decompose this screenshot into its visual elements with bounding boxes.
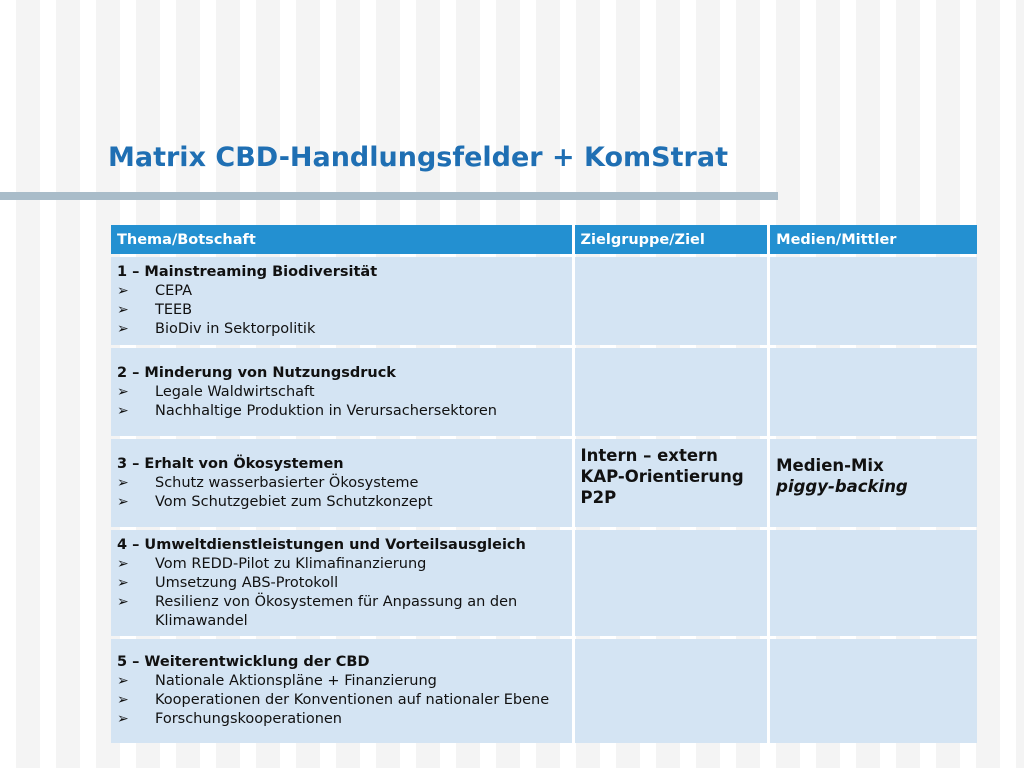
header-medien: Medien/Mittler	[770, 225, 977, 254]
table-header-row	[111, 225, 977, 254]
title-underline	[0, 192, 778, 200]
list-item: ➢ CEPA	[117, 283, 193, 299]
table-row	[111, 348, 977, 436]
bullet-list	[117, 474, 566, 512]
cell-zielgruppe	[575, 530, 768, 636]
cell-zielgruppe	[575, 257, 768, 345]
arrow-bullet-icon: ➢	[117, 692, 129, 708]
list-item: ➢ Vom Schutzgebiet zum Schutzkonzept	[117, 493, 433, 510]
row-title: 1 – Mainstreaming Biodiversität	[117, 264, 378, 280]
cell-thema	[111, 530, 572, 636]
list-item: ➢ BioDiv in Sektorpolitik	[117, 321, 316, 337]
medien-line-italic: piggy-backing	[776, 477, 908, 496]
cell-thema	[111, 639, 572, 743]
arrow-bullet-icon: ➢	[117, 321, 129, 337]
header-thema: Thema/Botschaft	[111, 225, 572, 254]
list-item: ➢ Nachhaltige Produktion in Verursachersektoren	[117, 402, 497, 419]
cell-zielgruppe	[575, 348, 768, 436]
table-row	[111, 639, 977, 743]
medien-line: Medien-Mix	[776, 456, 884, 475]
arrow-bullet-icon: ➢	[117, 302, 129, 318]
zielgruppe-line: KAP-Orientierung	[580, 467, 744, 486]
cell-medien	[770, 348, 977, 436]
list-item: ➢ Schutz wasserbasierter Ökosysteme	[117, 474, 419, 491]
zielgruppe-line: Intern – extern	[580, 446, 718, 465]
arrow-bullet-icon: ➢	[117, 711, 129, 727]
list-item: ➢ Kooperationen der Konventionen auf nationaler Ebene	[117, 692, 550, 708]
cell-thema	[111, 257, 572, 345]
arrow-bullet-icon: ➢	[117, 283, 129, 299]
table-row	[111, 530, 977, 636]
list-item: ➢ Nationale Aktionspläne + Finanzierung	[117, 673, 437, 689]
list-item: ➢ Legale Waldwirtschaft	[117, 383, 315, 400]
arrow-bullet-icon: ➢	[117, 402, 129, 419]
arrow-bullet-icon: ➢	[117, 474, 129, 491]
arrow-bullet-icon: ➢	[117, 593, 129, 610]
list-item: ➢ TEEB	[117, 302, 193, 318]
arrow-bullet-icon: ➢	[117, 574, 129, 591]
cell-medien	[770, 439, 977, 527]
bullet-list	[117, 555, 566, 631]
bullet-list	[117, 282, 566, 339]
cell-zielgruppe	[575, 439, 768, 527]
cell-zielgruppe	[575, 639, 768, 743]
cell-thema	[111, 439, 572, 527]
matrix-table	[108, 222, 980, 746]
bullet-list	[117, 672, 566, 729]
row-title: 3 – Erhalt von Ökosystemen	[117, 455, 344, 472]
cell-medien	[770, 257, 977, 345]
bullet-list	[117, 383, 566, 421]
list-item: ➢ Forschungskooperationen	[117, 711, 342, 727]
slide-title: Matrix CBD-Handlungsfelder + KomStrat	[108, 142, 728, 173]
table-row	[111, 257, 977, 345]
table-row	[111, 439, 977, 527]
arrow-bullet-icon: ➢	[117, 673, 129, 689]
zielgruppe-line: P2P	[580, 488, 617, 507]
cell-thema	[111, 348, 572, 436]
cell-medien	[770, 530, 977, 636]
list-item: ➢ Resilienz von Ökosystemen für Anpassung an den Klimawandel	[117, 593, 518, 629]
row-title: 4 – Umweltdienstleistungen und Vorteilsausgleich	[117, 536, 526, 553]
arrow-bullet-icon: ➢	[117, 493, 129, 510]
row-title: 2 – Minderung von Nutzungsdruck	[117, 364, 396, 381]
list-item: ➢ Umsetzung ABS-Protokoll	[117, 574, 339, 591]
arrow-bullet-icon: ➢	[117, 383, 129, 400]
header-zielgruppe: Zielgruppe/Ziel	[575, 225, 768, 254]
row-title: 5 – Weiterentwicklung der CBD	[117, 654, 370, 670]
arrow-bullet-icon: ➢	[117, 555, 129, 572]
list-item: ➢ Vom REDD-Pilot zu Klimafinanzierung	[117, 555, 427, 572]
cell-medien	[770, 639, 977, 743]
